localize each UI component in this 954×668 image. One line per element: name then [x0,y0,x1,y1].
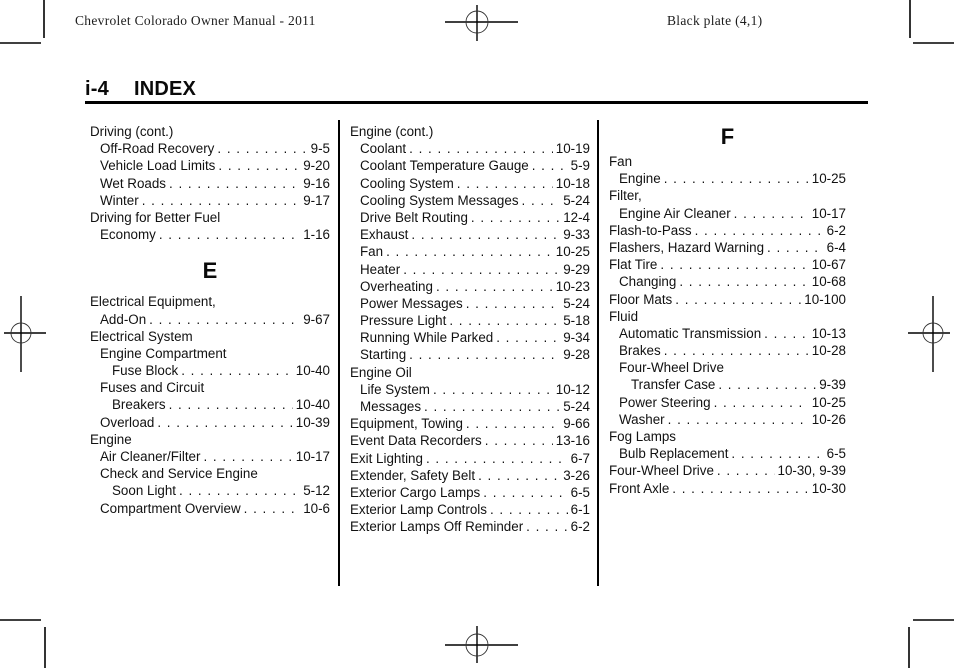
index-entry-page: 1-16 [303,227,330,243]
index-entry-label: Off-Road Recovery [100,141,215,157]
index-entry-page: 10-30 [811,480,846,496]
registration-mark-top-center [445,5,518,41]
index-entry-page: 10-67 [811,257,846,273]
index-entry [350,312,590,329]
index-entry-label: Filter, [609,188,642,204]
index-entry [609,445,846,462]
print-header-manual-title: Chevrolet Colorado Owner Manual - 2011 [75,13,316,28]
index-entry-label: Power Messages [360,295,463,311]
dot-leader [471,209,560,226]
index-entry-label: Wet Roads [100,175,166,191]
index-entry [609,394,846,411]
index-entry-label: Drive Belt Routing [360,209,468,225]
index-entry [609,376,846,393]
index-entry-label: Electrical Equipment, [90,294,216,310]
index-entry [90,448,330,465]
index-entry [350,123,590,140]
index-entry [609,291,846,308]
index-entry-label: Four-Wheel Drive [619,360,724,376]
index-entry [609,480,846,497]
dot-leader [449,312,560,329]
dot-leader [217,140,307,157]
index-entry-label: Engine Oil [350,364,412,380]
dot-leader [483,484,567,501]
section-letter-f: F [720,124,735,149]
index-entry-label: Engine Compartment [100,345,227,361]
index-entry-page: 6-4 [826,239,846,255]
index-entry-label: Transfer Case [631,377,716,393]
index-entry-page: 10-39 [295,414,330,430]
index-entry [609,359,846,376]
index-entry-page: 10-12 [555,381,590,397]
dot-leader [409,140,553,157]
index-entry [609,428,846,445]
dot-leader [386,243,553,260]
index-entry [350,415,590,432]
print-header-plate-label: Black plate (4,1) [667,13,763,28]
index-entry-page: 10-25 [811,171,846,187]
index-entry-page: 10-100 [804,291,846,307]
index-entry [90,209,330,226]
index-entry-label: Engine (cont.) [350,124,434,139]
index-entry-label: Fan [360,244,384,260]
index-entry [90,465,330,482]
index-entry [350,209,590,226]
index-entry-label: Air Cleaner/Filter [100,449,201,464]
index-entry-page: 5-24 [563,399,590,414]
index-entry-label: Add-On [100,311,147,327]
dot-leader [496,329,560,346]
index-entry [609,462,846,479]
registration-mark-left-middle [4,296,46,372]
index-columns [85,120,868,586]
dot-leader [526,518,567,535]
index-entry-page: 6-5 [570,484,590,500]
dot-leader [679,273,808,290]
index-column-1 [85,120,338,586]
index-entry-label: Fuses and Circuit [100,380,205,396]
dot-leader [522,192,561,209]
crop-mark-bottom-right [909,620,954,668]
index-entry [350,243,590,260]
index-entry [609,153,846,170]
index-entry-page: 10-68 [811,274,846,290]
dot-leader [764,325,809,342]
index-entry-label: Power Steering [619,394,711,410]
index-entry-page: 9-20 [303,158,330,174]
index-entry-page: 3-26 [563,467,590,483]
index-entry [350,295,590,312]
section-letter-e: E [202,258,218,284]
index-entry-page: 9-29 [563,261,590,277]
index-entry [90,311,330,328]
index-entry-label: Washer [619,411,665,427]
dot-leader [466,295,560,312]
index-entry-label: Winter [100,192,139,208]
index-entry [350,226,590,243]
index-entry-label: Messages [360,399,422,414]
dot-leader [157,414,292,431]
index-entry-page: 10-13 [811,325,846,341]
index-entry-page: 9-33 [563,227,590,243]
index-entry-label: Driving (cont.) [90,124,174,139]
index-entry-label: Equipment, Towing [350,416,463,432]
index-entry-label: Check and Service Engine [100,466,258,482]
index-entry-page: 10-30, 9-39 [777,463,846,479]
index-entry-label: Heater [360,261,401,277]
index-entry-label: Exterior Lamps Off Reminder [350,519,524,535]
dot-leader [169,396,293,413]
dot-leader [532,157,568,174]
index-entry [350,278,590,295]
index-entry-label: Engine Air Cleaner [619,205,731,221]
index-entry [90,328,330,345]
index-entry [609,239,846,256]
index-entry-label: Brakes [619,343,661,359]
index-entry [90,482,330,499]
dot-leader [664,342,809,359]
index-entry-label: Cooling System [360,175,454,191]
index-entry-page: 10-18 [555,175,590,191]
index-entry-label: Life System [360,381,430,397]
dot-leader [672,480,808,497]
index-entry-label: Electrical System [90,328,193,344]
index-entry-label: Fluid [609,308,639,324]
index-entry-page: 5-9 [570,158,590,174]
index-entry-label: Front Axle [609,480,670,496]
index-entry [609,325,846,342]
dot-leader [675,291,801,308]
index-entry-page: 13-16 [555,433,590,449]
index-entry-label: Event Data Recorders [350,433,482,449]
index-entry-label: Extender, Safety Belt [350,467,476,483]
index-entry-label: Cooling System Messages [360,192,519,208]
index-entry-page: 6-2 [826,222,846,238]
index-entry-label: Fan [609,154,633,169]
index-entry [350,175,590,192]
dot-leader [717,462,775,479]
dot-leader [466,415,560,432]
index-entry [350,398,590,415]
index-entry-label: Changing [619,274,677,290]
dot-leader [426,450,568,467]
index-entry-page: 10-25 [811,394,846,410]
dot-leader [159,226,300,243]
index-entry [90,379,330,396]
index-entry [90,226,330,243]
index-entry-label: Engine [90,431,132,447]
index-entry-page: 9-67 [303,311,330,327]
index-entry-page: 10-28 [811,343,846,359]
index-entry [609,411,846,428]
index-entry-page: 5-18 [563,313,590,329]
index-entry-label: Overload [100,414,155,430]
dot-leader [424,398,560,415]
index-entry-label: Starting [360,347,407,363]
index-entry-label: Pressure Light [360,313,447,329]
dot-leader [457,175,553,192]
index-entry [90,345,330,362]
index-entry-label: Automatic Transmission [619,325,762,341]
crop-mark-bottom-left [0,620,45,668]
index-entry [90,362,330,379]
index-entry-label: Coolant [360,141,407,157]
index-column-2 [340,120,597,586]
index-entry [350,261,590,278]
index-entry-page: 10-19 [555,141,590,157]
index-entry [90,192,330,209]
index-entry [350,501,590,518]
index-entry [90,500,330,517]
dot-leader [668,411,809,428]
index-entry [350,432,590,449]
index-entry [90,431,330,448]
index-entry [90,123,330,140]
index-entry-page: 9-16 [303,175,330,191]
index-entry-label: Flat Tire [609,257,658,273]
index-entry [350,140,590,157]
index-entry-page: 9-66 [563,416,590,432]
index-entry [350,484,590,501]
dot-leader [664,170,809,187]
index-entry-page: 6-2 [570,519,590,535]
index-entry [609,256,846,273]
index-column-3 [599,120,868,586]
dot-leader [411,226,560,243]
index-entry-label: Overheating [360,278,433,294]
index-entry-label: Bulb Replacement [619,446,729,462]
index-entry [90,157,330,174]
index-entry [90,175,330,192]
index-entry [350,518,590,535]
index-entry-label: Economy [100,227,156,243]
dot-leader [169,175,300,192]
index-entry [609,308,846,325]
index-entry-page: 10-6 [303,500,330,516]
title-rule [85,101,868,104]
index-entry-page: 6-1 [570,502,590,518]
dot-leader [409,346,560,363]
index-entry-page: 6-5 [826,446,846,462]
index-entry-page: 5-12 [303,483,330,499]
index-entry [90,414,330,431]
dot-leader [181,362,293,379]
index-entry-label: Breakers [112,397,166,413]
index-entry-label: Flash-to-Pass [609,222,692,238]
index-entry-label: Fog Lamps [609,429,676,444]
index-entry-page: 10-40 [295,363,330,379]
index-entry-label: Coolant Temperature Gauge [360,158,529,174]
dot-leader [436,278,553,295]
index-entry-page: 12-4 [563,209,590,225]
index-entry-label: Vehicle Load Limits [100,158,216,174]
index-entry-page: 5-24 [563,295,590,311]
index-entry [609,342,846,359]
registration-mark-right-middle [908,296,950,372]
dot-leader [179,482,300,499]
index-entry [90,293,330,310]
index-entry [609,205,846,222]
registration-mark-bottom-center [445,626,518,663]
index-entry [350,346,590,363]
crop-mark-top-right [910,0,954,43]
index-entry-page: 10-26 [811,411,846,427]
dot-leader [218,157,300,174]
dot-leader [433,381,553,398]
index-entry-label: Exit Lighting [350,450,423,466]
index-entry-page: 9-28 [563,347,590,363]
dot-leader [731,445,823,462]
dot-leader [244,500,301,517]
index-entry-page: 10-23 [555,278,590,294]
crop-mark-top-left [0,0,44,43]
dot-leader [478,467,560,484]
index-entry-page: 10-17 [295,449,330,464]
dot-leader [149,311,300,328]
index-entry [609,273,846,290]
index-entry-label: Flashers, Hazard Warning [609,239,765,255]
index-entry-page: 5-24 [563,192,590,208]
index-entry [350,381,590,398]
index-entry-label: Soon Light [112,483,177,499]
dot-leader [660,256,808,273]
page-number-label: i-4 [85,78,109,100]
index-entry [90,396,330,413]
index-entry-label: Floor Mats [609,291,673,307]
dot-leader [734,205,809,222]
index-entry-label: Engine [619,171,661,187]
index-entry-label: Fuse Block [112,363,179,379]
dot-leader [695,222,824,239]
index-entry-page: 6-7 [570,450,590,466]
index-entry-page: 9-5 [310,141,330,157]
dot-leader [714,394,809,411]
index-entry [609,170,846,187]
dot-leader [718,376,816,393]
index-entry [350,192,590,209]
index-entry-page: 9-39 [819,377,846,393]
index-entry [609,187,846,204]
index-entry [350,467,590,484]
dot-leader [203,448,292,465]
index-entry [350,157,590,174]
index-entry-label: Compartment Overview [100,500,241,516]
index-entry-page: 10-17 [811,205,846,221]
index-entry [90,140,330,157]
index-entry [609,222,846,239]
dot-leader [403,261,560,278]
index-entry-page: 10-25 [555,244,590,260]
page-title-text: INDEX [133,78,197,100]
index-entry-page: 9-17 [303,192,330,208]
page-title [85,78,196,101]
index-entry-label: Driving for Better Fuel [90,209,221,225]
index-entry-label: Running While Parked [360,330,494,346]
dot-leader [490,501,568,518]
index-entry-label: Exhaust [360,227,409,243]
index-entry-page: 10-40 [295,397,330,413]
dot-leader [485,432,553,449]
index-entry-label: Exterior Cargo Lamps [350,484,481,500]
index-entry [350,329,590,346]
index-entry-label: Exterior Lamp Controls [350,502,487,518]
dot-leader [767,239,824,256]
dot-leader [142,192,300,209]
index-entry-page: 9-34 [563,330,590,346]
index-entry [350,364,590,381]
index-entry [350,450,590,467]
index-entry-label: Four-Wheel Drive [609,463,714,479]
